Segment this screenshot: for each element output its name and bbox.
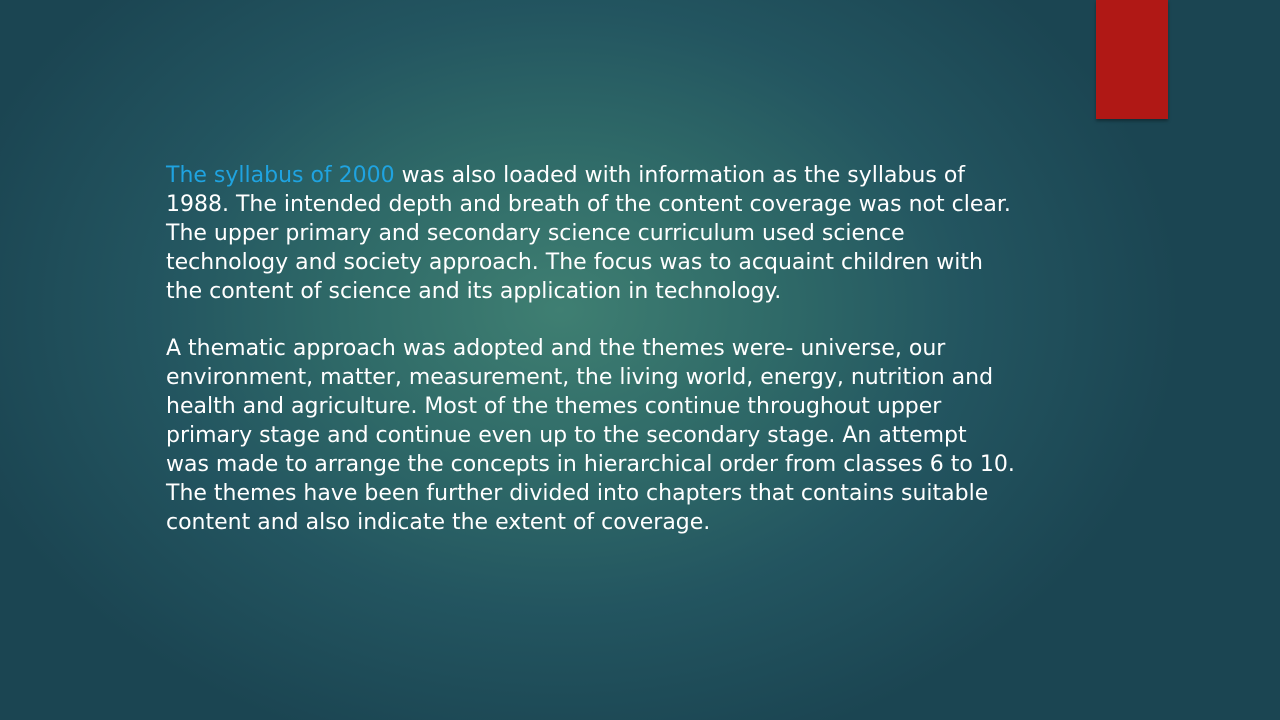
accent-tab [1096,0,1168,119]
paragraph-2 [166,334,1016,537]
paragraph-2-text: A thematic approach was adopted and the themes were- universe, our environment, matter, measurement, the living world, energy, nutrition and health and agriculture. Most of the themes continue throughout upper primary stage and continue even up to the secondary stage. An attempt was made to arrange the concepts in hierarchical order from classes 6 to 10. The themes have been further divided into chapters that contains suitable content and also indicate the extent of coverage. [166,336,1015,535]
paragraph-1-text: was also loaded with information as the syllabus of 1988. The intended depth and breath of the content coverage was not clear. The upper primary and secondary science curriculum used science technology and society approach. The focus was to acquaint children with the content of science and its application in technology. [166,163,1011,304]
paragraph-1 [166,161,1016,306]
highlighted-phrase: The syllabus of 2000 [166,163,395,188]
slide-body [166,161,1016,537]
